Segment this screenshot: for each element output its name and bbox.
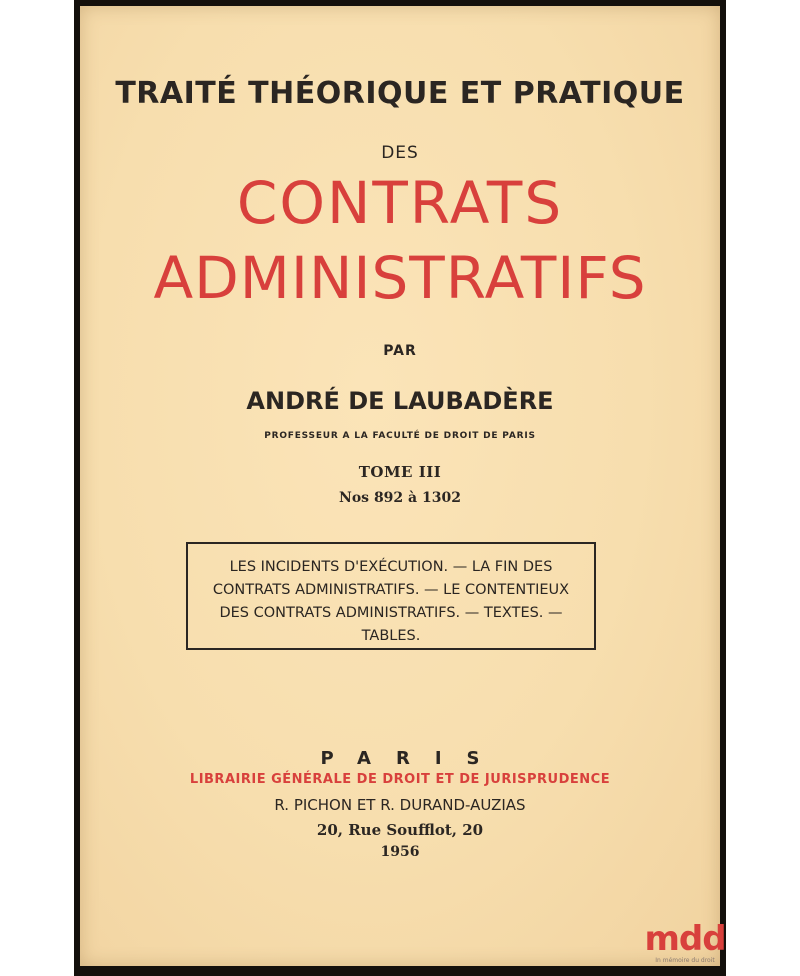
title-line-2: DES <box>381 143 419 163</box>
watermark-logo <box>640 921 730 973</box>
contents-box <box>186 542 596 650</box>
section-numbers: Nos 892 à 1302 <box>339 490 461 506</box>
title-line-1: TRAITÉ THÉORIQUE ET PRATIQUE <box>115 76 685 111</box>
main-title-line-1: CONTRATS <box>236 169 564 237</box>
publication-year: 1956 <box>380 844 420 860</box>
author-name: ANDRÉ DE LAUBADÈRE <box>246 387 554 415</box>
by-label: PAR <box>383 343 417 359</box>
watermark-tagline: In mémoire du droit <box>655 957 715 964</box>
publication-city: PARIS <box>320 748 505 769</box>
publisher-name: LIBRAIRIE GÉNÉRALE DE DROIT ET DE JURISPRUDENCE <box>189 772 611 787</box>
watermark-mark: mdd <box>644 919 726 959</box>
contents-line: CONTRATS ADMINISTRATIFS. — LE CONTENTIEUX <box>212 582 570 598</box>
volume-label: TOME III <box>358 463 442 481</box>
contents-line: LES INCIDENTS D'EXÉCUTION. — LA FIN DES <box>229 559 553 575</box>
publisher-address: 20, Rue Soufflot, 20 <box>316 821 484 839</box>
contents-line: TABLES. <box>361 628 421 644</box>
main-title-line-2: ADMINISTRATIFS <box>153 244 647 312</box>
contents-line: DES CONTRATS ADMINISTRATIFS. — TEXTES. — <box>219 605 563 621</box>
publisher-owners: R. PICHON ET R. DURAND-AUZIAS <box>274 796 526 814</box>
author-role: PROFESSEUR A LA FACULTÉ DE DROIT DE PARIS <box>264 431 536 441</box>
book-cover <box>80 6 720 966</box>
